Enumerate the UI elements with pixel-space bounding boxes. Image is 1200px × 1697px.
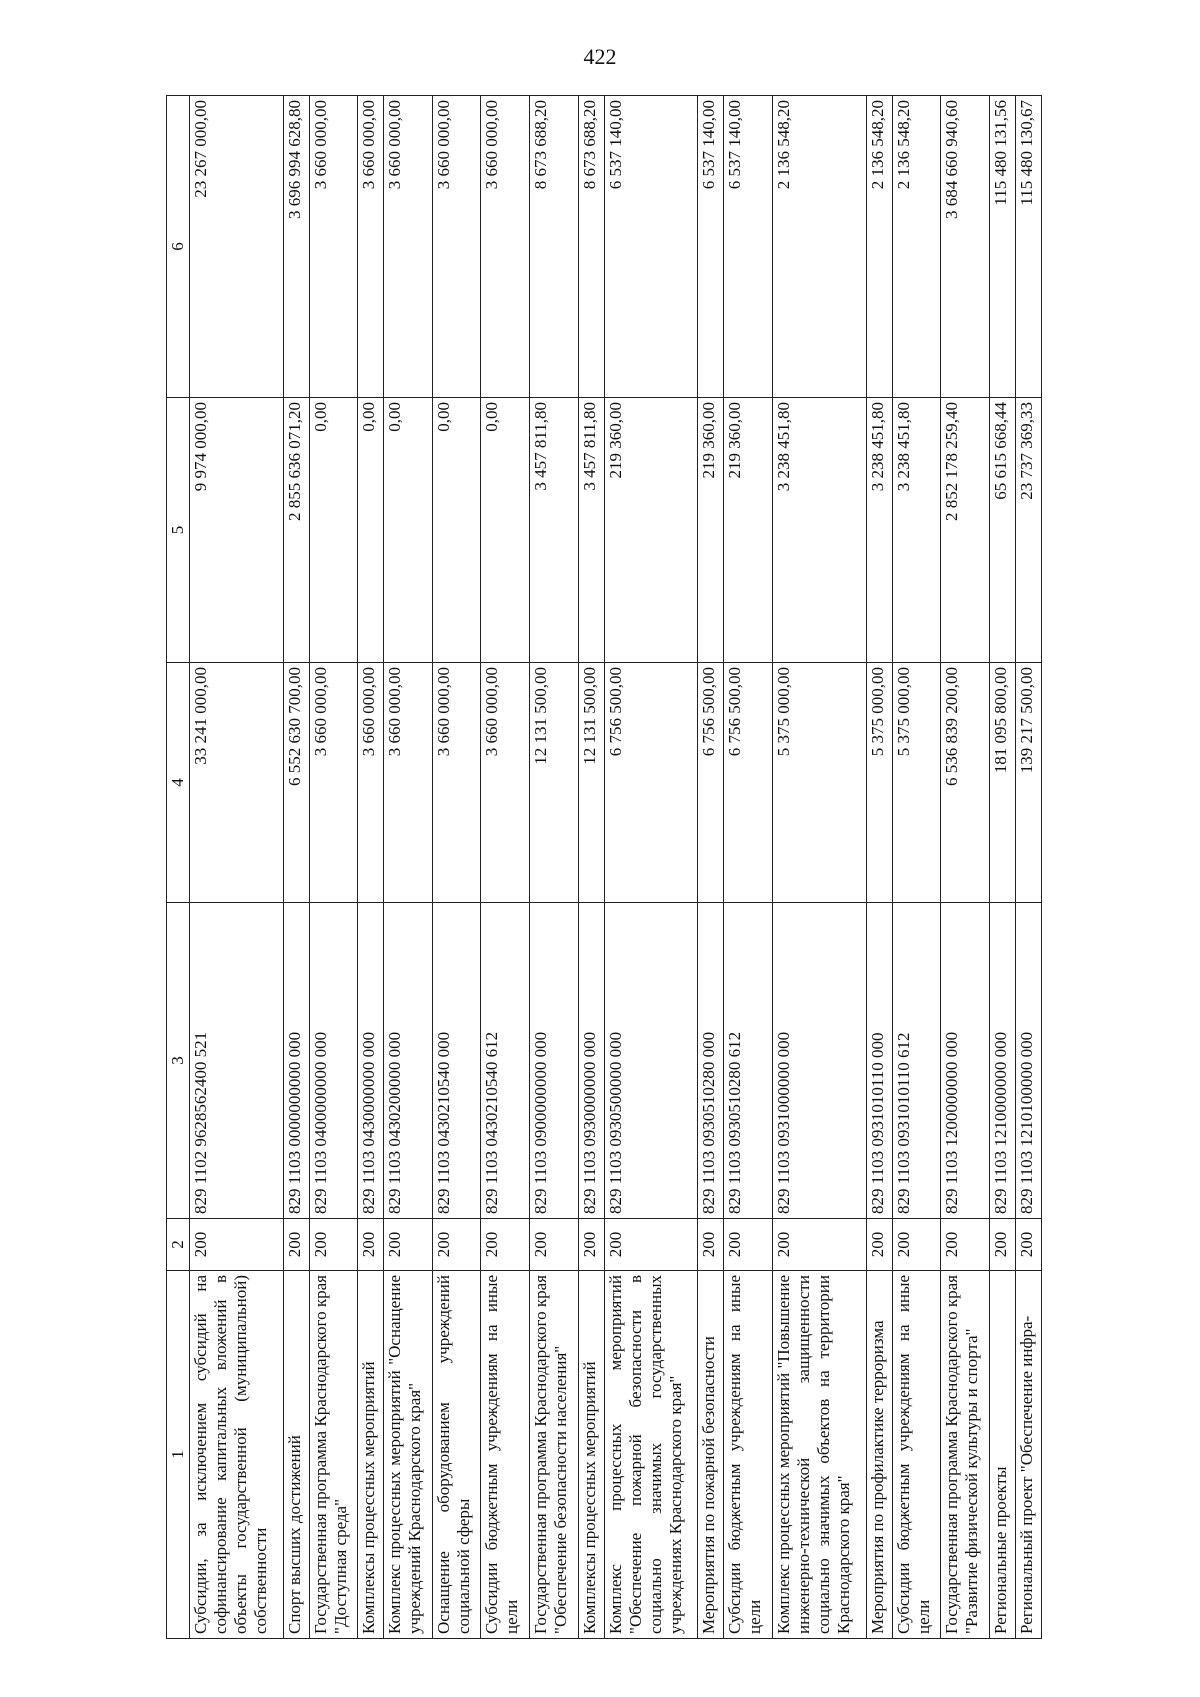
column-header: 4 — [167, 663, 190, 903]
row-kbk-cell: 829 1103 0931010110 000 — [866, 903, 892, 1219]
row-kbk-cell: 829 1103 0430000000 000 — [358, 903, 384, 1219]
row-kbk-cell: 829 1103 0930510280 000 — [698, 903, 724, 1219]
rotated-table-wrapper — [166, 96, 1042, 1639]
row-col4-cell: 6 756 500,00 — [698, 663, 724, 903]
row-kbk-cell: 829 1102 9628562400 521 — [190, 903, 284, 1219]
table-row — [724, 96, 773, 1639]
row-code-cell: 200 — [724, 1219, 773, 1271]
row-col4-cell: 12 131 500,00 — [530, 663, 579, 903]
row-col6-cell: 8 673 688,20 — [578, 96, 604, 398]
row-col5-cell: 0,00 — [309, 398, 358, 663]
row-kbk-cell: 829 1103 0930500000 000 — [604, 903, 698, 1219]
row-name-cell: Комплекс процессных мероприятий "Повышение инженерно-технической защищенности социально значимых объектов на территории Краснодарского края" — [772, 1271, 866, 1639]
row-kbk-cell: 829 1103 1210100000 000 — [1015, 903, 1041, 1219]
row-kbk-cell: 829 1103 0000000000 000 — [283, 903, 309, 1219]
row-col5-cell: 0,00 — [481, 398, 530, 663]
table-row — [309, 96, 358, 1639]
row-code-cell: 200 — [481, 1219, 530, 1271]
row-code-cell: 200 — [698, 1219, 724, 1271]
table-row — [578, 96, 604, 1639]
row-col6-cell: 3 660 000,00 — [481, 96, 530, 398]
column-header: 6 — [167, 96, 190, 398]
row-col6-cell: 6 537 140,00 — [604, 96, 698, 398]
row-col4-cell: 3 660 000,00 — [481, 663, 530, 903]
row-col6-cell: 3 696 994 628,80 — [283, 96, 309, 398]
table-row — [892, 96, 941, 1639]
row-kbk-cell: 829 1103 1200000000 000 — [941, 903, 990, 1219]
row-name-cell: Региональный проект "Обеспечение инфра- — [1015, 1271, 1041, 1639]
row-col4-cell: 181 095 800,00 — [989, 663, 1015, 903]
row-col4-cell: 3 660 000,00 — [358, 663, 384, 903]
row-col5-cell: 3 238 451,80 — [772, 398, 866, 663]
row-code-cell: 200 — [866, 1219, 892, 1271]
row-col4-cell: 6 552 630 700,00 — [283, 663, 309, 903]
row-col5-cell: 23 737 369,33 — [1015, 398, 1041, 663]
row-col4-cell: 3 660 000,00 — [309, 663, 358, 903]
row-name-cell: Региональные проекты — [989, 1271, 1015, 1639]
row-col5-cell: 3 457 811,80 — [578, 398, 604, 663]
table-row — [604, 96, 698, 1639]
row-code-cell: 200 — [190, 1219, 284, 1271]
row-kbk-cell: 829 1103 0430210540 000 — [432, 903, 481, 1219]
row-col5-cell: 3 238 451,80 — [866, 398, 892, 663]
row-code-cell: 200 — [604, 1219, 698, 1271]
table-row — [432, 96, 481, 1639]
row-kbk-cell: 829 1103 0430200000 000 — [384, 903, 433, 1219]
row-col5-cell: 0,00 — [384, 398, 433, 663]
row-col6-cell: 2 136 548,20 — [892, 96, 941, 398]
row-col4-cell: 5 375 000,00 — [772, 663, 866, 903]
row-name-cell: Оснащение оборудованием учреждений социальной сферы — [432, 1271, 481, 1639]
row-col4-cell: 12 131 500,00 — [578, 663, 604, 903]
row-col5-cell: 219 360,00 — [604, 398, 698, 663]
row-col4-cell: 3 660 000,00 — [384, 663, 433, 903]
row-col4-cell: 5 375 000,00 — [892, 663, 941, 903]
row-name-cell: Субсидии, за исключением субсидий на софинансирование капитальных вложений в объекты государственной (муниципальной) собственности — [190, 1271, 284, 1639]
row-kbk-cell: 829 1103 0900000000 000 — [530, 903, 579, 1219]
row-col6-cell: 115 480 131,56 — [989, 96, 1015, 398]
column-header: 5 — [167, 398, 190, 663]
row-col5-cell: 2 852 178 259,40 — [941, 398, 990, 663]
row-col4-cell: 3 660 000,00 — [432, 663, 481, 903]
row-kbk-cell: 829 1103 0400000000 000 — [309, 903, 358, 1219]
table-row — [190, 96, 284, 1639]
row-col6-cell: 2 136 548,20 — [772, 96, 866, 398]
row-name-cell: Субсидии бюджетным учреждениям на иные цели — [724, 1271, 773, 1639]
row-code-cell: 200 — [358, 1219, 384, 1271]
row-col6-cell: 6 537 140,00 — [698, 96, 724, 398]
table-row — [358, 96, 384, 1639]
row-code-cell: 200 — [283, 1219, 309, 1271]
row-col4-cell: 139 217 500,00 — [1015, 663, 1041, 903]
row-name-cell: Комплекс процессных мероприятий "Обеспечение пожарной безопасности в социально значимых государственных учреждениях Краснодарского края" — [604, 1271, 698, 1639]
row-name-cell: Субсидии бюджетным учреждениям на иные цели — [892, 1271, 941, 1639]
table-row — [698, 96, 724, 1639]
row-col6-cell: 8 673 688,20 — [530, 96, 579, 398]
row-code-cell: 200 — [384, 1219, 433, 1271]
row-col4-cell: 6 756 500,00 — [724, 663, 773, 903]
row-col6-cell: 23 267 000,00 — [190, 96, 284, 398]
row-code-cell: 200 — [530, 1219, 579, 1271]
row-name-cell: Субсидии бюджетным учреждениям на иные цели — [481, 1271, 530, 1639]
page-number: 422 — [583, 44, 617, 69]
row-name-cell: Государственная программа Краснодарского края "Развитие физической культуры и спорта" — [941, 1271, 990, 1639]
row-col5-cell: 9 974 000,00 — [190, 398, 284, 663]
row-code-cell: 200 — [1015, 1219, 1041, 1271]
column-header: 2 — [167, 1219, 190, 1271]
row-col6-cell: 3 660 000,00 — [432, 96, 481, 398]
row-col5-cell: 0,00 — [432, 398, 481, 663]
row-kbk-cell: 829 1103 0931010110 612 — [892, 903, 941, 1219]
row-name-cell: Спорт высших достижений — [283, 1271, 309, 1639]
row-kbk-cell: 829 1103 0931000000 000 — [772, 903, 866, 1219]
row-kbk-cell: 829 1103 0930000000 000 — [578, 903, 604, 1219]
column-header: 3 — [167, 903, 190, 1219]
row-name-cell: Государственная программа Краснодарского края "Доступная среда" — [309, 1271, 358, 1639]
row-name-cell: Комплексы процессных мероприятий — [358, 1271, 384, 1639]
row-name-cell: Мероприятия по профилактике терроризма — [866, 1271, 892, 1639]
table-row — [283, 96, 309, 1639]
table-row — [941, 96, 990, 1639]
row-col6-cell: 6 537 140,00 — [724, 96, 773, 398]
row-col6-cell: 115 480 130,67 — [1015, 96, 1041, 398]
table-row — [1015, 96, 1041, 1639]
row-col6-cell: 3 660 000,00 — [358, 96, 384, 398]
row-col5-cell: 219 360,00 — [698, 398, 724, 663]
header-row — [167, 96, 190, 1639]
row-col6-cell: 3 660 000,00 — [384, 96, 433, 398]
budget-table — [166, 95, 1042, 1639]
row-col4-cell: 33 241 000,00 — [190, 663, 284, 903]
row-col5-cell: 3 457 811,80 — [530, 398, 579, 663]
row-kbk-cell: 829 1103 0430210540 612 — [481, 903, 530, 1219]
row-col6-cell: 3 684 660 940,60 — [941, 96, 990, 398]
row-name-cell: Комплекс процессных мероприятий "Оснащение учреждений Краснодарского края" — [384, 1271, 433, 1639]
row-col6-cell: 3 660 000,00 — [309, 96, 358, 398]
column-header: 1 — [167, 1271, 190, 1639]
row-col5-cell: 0,00 — [358, 398, 384, 663]
row-code-cell: 200 — [578, 1219, 604, 1271]
row-code-cell: 200 — [772, 1219, 866, 1271]
table-row — [530, 96, 579, 1639]
row-col5-cell: 3 238 451,80 — [892, 398, 941, 663]
row-col5-cell: 65 615 668,44 — [989, 398, 1015, 663]
row-name-cell: Государственная программа Краснодарского края "Обеспечение безопасности населения" — [530, 1271, 579, 1639]
row-kbk-cell: 829 1103 0930510280 612 — [724, 903, 773, 1219]
table-row — [384, 96, 433, 1639]
row-name-cell: Мероприятия по пожарной безопасности — [698, 1271, 724, 1639]
row-kbk-cell: 829 1103 1210000000 000 — [989, 903, 1015, 1219]
row-name-cell: Комплексы процессных мероприятий — [578, 1271, 604, 1639]
row-col5-cell: 219 360,00 — [724, 398, 773, 663]
table-row — [989, 96, 1015, 1639]
row-col4-cell: 6 756 500,00 — [604, 663, 698, 903]
table-body — [190, 96, 1042, 1639]
row-code-cell: 200 — [892, 1219, 941, 1271]
row-col5-cell: 2 855 636 071,20 — [283, 398, 309, 663]
row-col4-cell: 5 375 000,00 — [866, 663, 892, 903]
table-row — [866, 96, 892, 1639]
row-col6-cell: 2 136 548,20 — [866, 96, 892, 398]
row-col4-cell: 6 536 839 200,00 — [941, 663, 990, 903]
row-code-cell: 200 — [941, 1219, 990, 1271]
row-code-cell: 200 — [432, 1219, 481, 1271]
row-code-cell: 200 — [989, 1219, 1015, 1271]
row-code-cell: 200 — [309, 1219, 358, 1271]
table-row — [772, 96, 866, 1639]
table-row — [481, 96, 530, 1639]
